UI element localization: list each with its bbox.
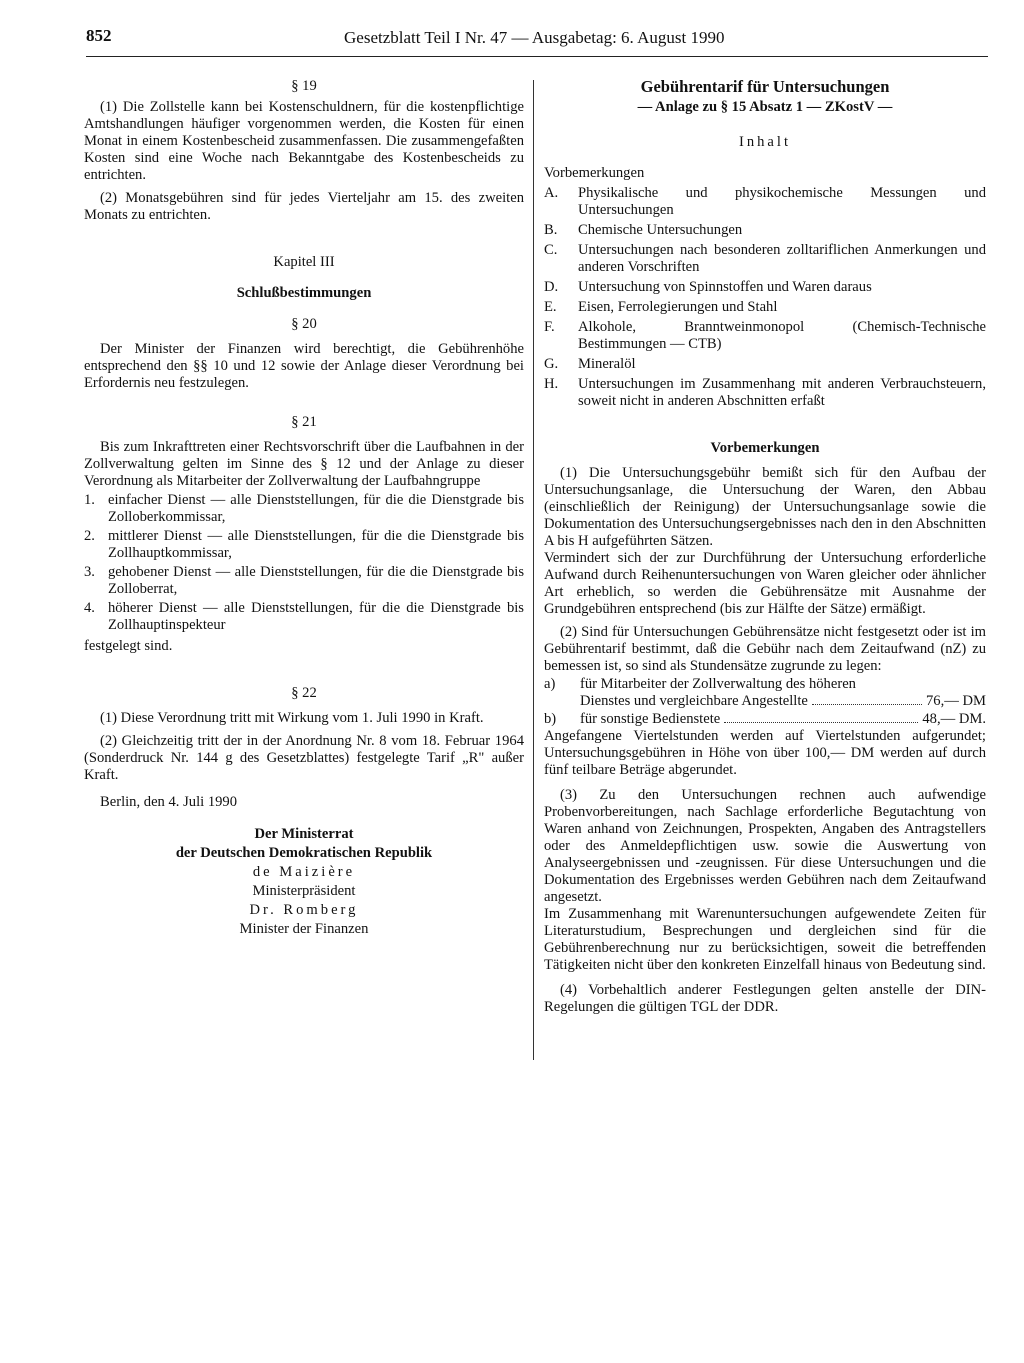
fee-rate-b: [544, 711, 986, 728]
toc-text: Untersuchung von Spinnstoffen und Waren daraus: [578, 279, 872, 295]
section-20-paragraph: Der Minister der Finanzen wird berechtigt, die Gebührenhöhe entsprechend den §§ 10 und 12 sowie der Anlage dieser Verordnung bei Erfordernis neu festzulegen.: [84, 341, 524, 391]
signatory-name-1: de Maizière: [252, 864, 356, 880]
section-19-heading: § 19: [291, 78, 317, 94]
toc-text: Chemische Untersuchungen: [578, 222, 743, 238]
list-item: [84, 600, 524, 634]
toc-marker: C.: [544, 242, 558, 258]
toc-marker: B.: [544, 222, 558, 238]
list-item: [84, 564, 524, 598]
toc-item: [544, 376, 986, 410]
toc-item: [544, 185, 986, 219]
section-20-heading: § 20: [291, 316, 317, 332]
section-21-closing: festgelegt sind.: [84, 638, 173, 654]
fee-marker: b): [544, 711, 557, 727]
toc-text: Untersuchungen nach besonderen zolltariflichen Anmerkungen und anderen Vorschriften: [578, 242, 986, 275]
preliminary-paragraph-2b: Angefangene Viertelstunden werden auf Viertelstunden aufgerundet; Untersuchungsgebühren in Höhe von über 100,— DM werden auf durch fünf teilbare Beträge abgerundet.: [544, 728, 986, 778]
signature-org-line-2: der Deutschen Demokratischen Republik: [175, 845, 433, 861]
section-22-paragraph-2: (2) Gleichzeitig tritt der in der Anordnung Nr. 8 vom 18. Februar 1964 (Sonderdruck Nr. 144 g des Gesetzblattes) festgelegte Tarif „R" außer Kraft.: [84, 733, 524, 783]
list-item: [84, 528, 524, 562]
preliminary-paragraph-3b: Im Zusammenhang mit Warenuntersuchungen aufgewendete Zeiten für Literaturstudium, Besprechungen und dergleichen sind für die Gebührenberechnung nur zu berücksichtigen, soweit die betreffenden Tätigkeiten nicht über den konkreten Einzelfall hinaus von Bedeutung sind.: [544, 906, 986, 973]
toc-marker: E.: [544, 299, 557, 315]
section-19-paragraph-1: (1) Die Zollstelle kann bei Kostenschuldnern, für die kostenpflichtige Amtshandlungen häufiger vorgenommen werden, die Kosten für einen Monat in einem Kostenbescheid zusammenfassen. Die zusammengefaßten Kosten sind eine Woche nach Bekanntgabe des Kostenbescheids zu entrichten.: [84, 99, 524, 183]
list-item: [84, 492, 524, 526]
section-22-heading: § 22: [291, 685, 317, 701]
signatory-role-2: Minister der Finanzen: [239, 921, 369, 937]
list-marker: 3.: [84, 564, 95, 580]
contents-preliminary: Vorbemerkungen: [544, 165, 645, 181]
list-marker: 2.: [84, 528, 95, 544]
signature-org-line-1: Der Ministerrat: [254, 826, 354, 842]
toc-marker: A.: [544, 185, 559, 201]
toc-text: Alkohole, Branntweinmonopol (Chemisch-Technische Bestimmungen — CTB): [578, 319, 986, 352]
list-text: höherer Dienst — alle Dienststellungen, für die die Dienstgrade bis Zollhauptinspekteur: [108, 600, 524, 633]
column-divider: [533, 80, 534, 1060]
fee-rate-a: [544, 676, 986, 710]
toc-text: Untersuchungen im Zusammenhang mit anderen Verbrauchsteuern, soweit nicht in anderen Abschnitten erfaßt: [578, 376, 986, 409]
fee-b-label: für sonstige Bedienstete: [580, 711, 721, 727]
section-21-intro: Bis zum Inkrafttreten einer Rechtsvorschrift über die Laufbahnen in der Zollverwaltung gelten im Sinne des § 12 und der Anlage zu dieser Verordnung als Mitarbeiter der Zollverwaltung der Laufbahngruppe: [84, 439, 524, 489]
toc-item: [544, 279, 986, 296]
chapter-title: Schlußbestimmungen: [236, 285, 372, 301]
place-date: Berlin, den 4. Juli 1990: [100, 794, 238, 810]
right-column: [544, 78, 986, 1016]
signatory-name-2: Dr. Romberg: [249, 902, 359, 918]
fee-a-label-line-1: für Mitarbeiter der Zollverwaltung des höheren: [580, 676, 856, 692]
toc-item: [544, 242, 986, 276]
contents-heading: Inhalt: [738, 134, 792, 150]
section-19-paragraph-2: (2) Monatsgebühren sind für jedes Vierteljahr am 15. des zweiten Monats zu entrichten.: [84, 190, 524, 223]
toc-marker: H.: [544, 376, 559, 392]
fee-b-amount: 48,— DM.: [922, 711, 986, 727]
toc-marker: F.: [544, 319, 555, 335]
preliminary-paragraph-1: (1) Die Untersuchungsgebühr bemißt sich für den Aufbau der Untersuchungsanlage, die Untersuchung der Waren, den Abbau (einschließlich der Reinigung) der Untersuchungsanlage sowie die Dokumentation des Untersuchungsergebnisses nach den in den Abschnitten A bis H aufgeführten Sätzen.: [544, 465, 986, 549]
chapter-heading: Kapitel III: [273, 254, 335, 270]
list-marker: 1.: [84, 492, 95, 508]
fee-a-amount: 76,— DM: [926, 693, 986, 709]
toc-text: Physikalische und physikochemische Messungen und Untersuchungen: [578, 185, 986, 218]
preliminary-paragraph-1b: Vermindert sich der zur Durchführung der Untersuchung erforderliche Aufwand durch Reihenuntersuchungen von Waren gleicher oder ähnlicher Art erheblich, so werden die Gebührensätze mit Ausnahme der Grundgebühren entsprechend (bis zur Hälfte der Sätze) ermäßigt.: [544, 550, 986, 617]
list-marker: 4.: [84, 600, 95, 616]
list-text: mittlerer Dienst — alle Dienststellungen, für die die Dienstgrade bis Zollhauptkommissar,: [108, 528, 524, 561]
list-text: gehobener Dienst — alle Dienststellungen, für die die Dienstgrade bis Zolloberrat,: [108, 564, 524, 597]
preliminary-heading: Vorbemerkungen: [710, 440, 820, 456]
tariff-title: Gebührentarif für Untersuchungen: [640, 77, 890, 96]
fee-marker: a): [544, 676, 556, 692]
fee-a-label-line-2: Dienstes und vergleichbare Angestellte: [580, 693, 808, 709]
dot-leader: [724, 722, 918, 723]
toc-item: [544, 222, 986, 239]
page-number: 852: [86, 26, 112, 45]
signature-block: [84, 825, 524, 939]
toc-text: Eisen, Ferrolegierungen und Stahl: [578, 299, 778, 315]
gazette-title: Gesetzblatt Teil I Nr. 47 — Ausgabetag: 6. August 1990: [344, 28, 725, 47]
preliminary-paragraph-2: (2) Sind für Untersuchungen Gebührensätze nicht festgesetzt oder ist im Gebührentarif bestimmt, daß die Gebühr nach dem Zeitaufwand (nZ) zu bemessen ist, so sind als Stundensätze zugrunde zu legen:: [544, 624, 986, 674]
section-22-paragraph-1: (1) Diese Verordnung tritt mit Wirkung vom 1. Juli 1990 in Kraft.: [100, 710, 484, 726]
section-21-heading: § 21: [291, 414, 317, 430]
toc-item: [544, 356, 986, 373]
page-header: [86, 26, 988, 57]
left-column: [84, 78, 524, 939]
tariff-subtitle: — Anlage zu § 15 Absatz 1 — ZKostV —: [637, 99, 893, 115]
toc-item: [544, 319, 986, 353]
dot-leader: [812, 704, 922, 705]
preliminary-paragraph-3: (3) Zu den Untersuchungen rechnen auch aufwendige Probenvorbereitungen, nach Sachlage erforderliche Begutachtung von Waren anhand von Zeichnungen, Prospekten, Angaben des Antragstellers oder des Anmeldepflichtigen usw. sowie die Auswertung von Analyseergebnissen und -zeugnissen. Für diese Untersuchungen und die Dokumentation des Ergebnisses werden Gebühren nach dem Zeitaufwand angesetzt.: [544, 787, 986, 905]
list-text: einfacher Dienst — alle Dienststellungen, für die die Dienstgrade bis Zolloberkommissar,: [108, 492, 524, 525]
signatory-role-1: Ministerpräsident: [252, 883, 356, 899]
toc-marker: G.: [544, 356, 559, 372]
preliminary-paragraph-4: (4) Vorbehaltlich anderer Festlegungen gelten anstelle der DIN-Regelungen die gültigen TGL der DDR.: [544, 982, 986, 1015]
toc-text: Mineralöl: [578, 356, 636, 372]
toc-marker: D.: [544, 279, 559, 295]
toc-item: [544, 299, 986, 316]
